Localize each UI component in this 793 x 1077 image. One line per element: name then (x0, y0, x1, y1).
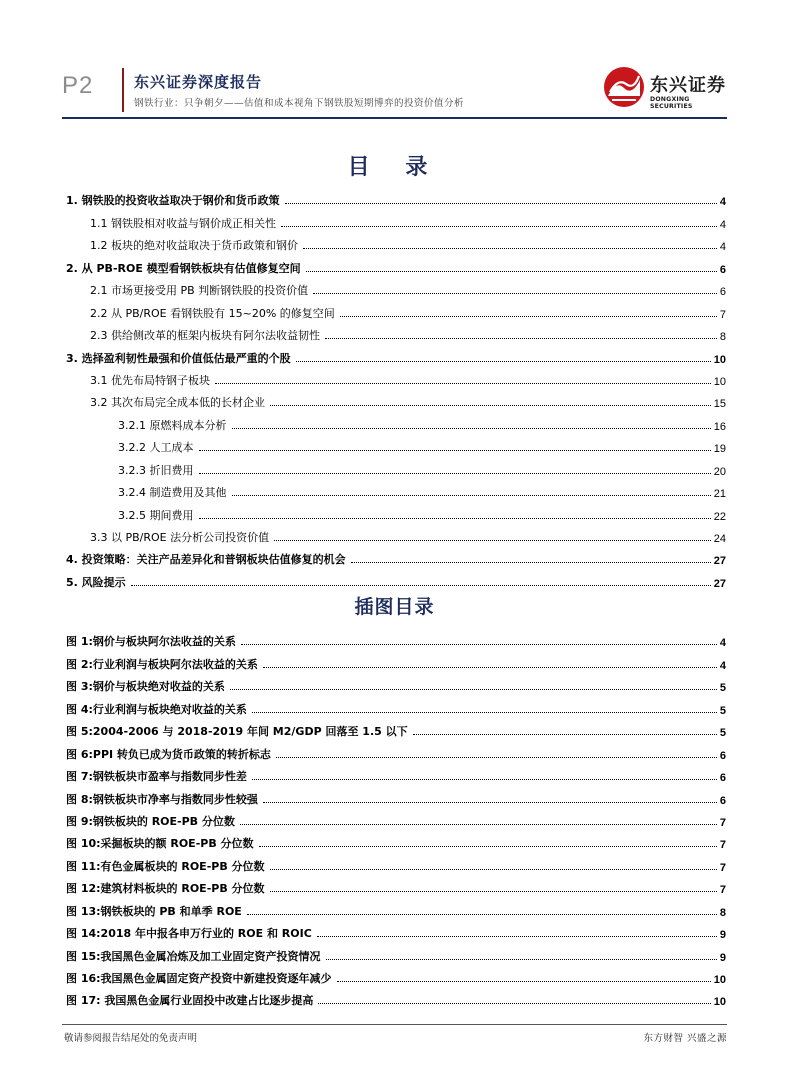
figure-entry-label: 图 5:2004-2006 与 2018-2019 年间 M2/GDP 回落至 1.5 以下 (66, 725, 408, 739)
figure-entry-label: 图 13:钢铁板块的 PB 和单季 ROE (66, 904, 242, 918)
dot-leader (232, 428, 711, 429)
dot-leader (259, 846, 717, 847)
figure-entry-page: 6 (719, 772, 726, 785)
figure-entry-label: 图 15:我国黑色金属冶炼及加工业固定资产投资情况 (66, 949, 321, 963)
dot-leader (274, 540, 711, 541)
toc-entry-label: 2.3 供给侧改革的框架内板块有阿尔法收益韧性 (90, 329, 320, 343)
figure-entry-label: 图 8:钢铁板块市净率与指数同步性较强 (66, 792, 258, 806)
figure-entry-page: 7 (719, 816, 726, 829)
toc-entry-page: 4 (719, 196, 726, 209)
footer-disclaimer: 敬请参阅报告结尾处的免责声明 (64, 1033, 198, 1044)
figure-entry[interactable] (66, 829, 726, 851)
toc-entry-page: 27 (713, 555, 726, 568)
toc-entry-page: 7 (719, 308, 726, 321)
dot-leader (247, 914, 717, 915)
dot-leader (252, 712, 717, 713)
toc-entry-label: 3.2.5 期间费用 (118, 508, 194, 522)
table-of-contents (66, 186, 726, 590)
toc-entry-page: 20 (713, 465, 726, 478)
toc-entry[interactable] (66, 523, 726, 545)
dot-leader (413, 734, 717, 735)
figure-entry[interactable] (66, 672, 726, 694)
toc-entry[interactable] (66, 343, 726, 365)
dot-leader (199, 518, 711, 519)
dot-leader (252, 779, 717, 780)
toc-entry-label: 4. 投资策略：关注产品差异化和普钢板块估值修复的机会 (66, 553, 346, 567)
figure-entry-page: 5 (719, 682, 726, 695)
figure-entry-page: 8 (719, 906, 726, 919)
toc-title: 目 录 (347, 155, 442, 180)
figure-entry[interactable] (66, 896, 726, 918)
dot-leader (199, 450, 711, 451)
figure-entry-label: 图 11:有色金属板块的 ROE-PB 分位数 (66, 859, 265, 873)
figure-entry-page: 4 (719, 637, 726, 650)
toc-entry-page: 10 (713, 375, 726, 388)
figure-list (66, 627, 726, 1008)
company-logo (602, 66, 730, 108)
figure-entry-label: 图 2:行业利润与板块阿尔法收益的关系 (66, 657, 258, 671)
toc-entry-label: 3.2.2 人工成本 (118, 441, 194, 455)
toc-entry-label: 1.1 钢铁股相对收益与钢价成正相关性 (90, 216, 276, 230)
figure-entry-label: 图 1:钢价与板块阿尔法收益的关系 (66, 635, 236, 649)
toc-entry[interactable] (66, 410, 726, 432)
figure-entry[interactable] (66, 649, 726, 671)
dot-leader (296, 361, 711, 362)
toc-entry-page: 22 (713, 510, 726, 523)
dot-leader (325, 338, 717, 339)
report-title: 东兴证券深度报告 (134, 73, 263, 91)
toc-entry-page: 15 (713, 398, 726, 411)
toc-entry[interactable] (66, 253, 726, 275)
figure-entry-page: 6 (719, 749, 726, 762)
toc-entry[interactable] (66, 478, 726, 500)
toc-entry-page: 4 (719, 241, 726, 254)
dot-leader (326, 959, 717, 960)
toc-entry-label: 3.2.1 原燃料成本分析 (118, 418, 227, 432)
toc-entry-label: 3. 选择盈利韧性最强和价值低估最严重的个股 (66, 351, 291, 365)
toc-entry-page: 6 (719, 263, 726, 276)
toc-entry[interactable] (66, 298, 726, 320)
toc-entry-label: 5. 风险提示 (66, 575, 126, 589)
figure-entry-label: 图 7:钢铁板块市盈率与指数同步性差 (66, 770, 247, 784)
figure-entry-page: 5 (719, 727, 726, 740)
dot-leader (270, 869, 717, 870)
figure-entry[interactable] (66, 807, 726, 829)
toc-entry-label: 2.1 市场更接受用 PB 判断钢铁股的投资价值 (90, 284, 309, 298)
dot-leader (285, 203, 717, 204)
figure-entry-page: 9 (719, 951, 726, 964)
report-subtitle: 钢铁行业：只争朝夕——估值和成本视角下钢铁股短期博弈的投资价值分析 (134, 98, 465, 109)
figure-entry-page: 4 (719, 659, 726, 672)
figure-entry-page: 5 (719, 704, 726, 717)
toc-entry-label: 1. 钢铁股的投资收益取决于钢价和货币政策 (66, 194, 280, 208)
dot-leader (263, 802, 717, 803)
toc-entry-page: 6 (719, 286, 726, 299)
dot-leader (337, 981, 711, 982)
toc-entry[interactable] (66, 433, 726, 455)
dot-leader (351, 562, 711, 563)
dot-leader (263, 667, 717, 668)
toc-entry-label: 2. 从 PB-ROE 模型看钢铁板块有估值修复空间 (66, 261, 301, 275)
figure-list-title: 插图目录 (354, 596, 435, 618)
toc-entry[interactable] (66, 545, 726, 567)
dot-leader (281, 226, 717, 227)
figure-entry-label: 图 14:2018 年中报各申万行业的 ROE 和 ROIC (66, 927, 312, 941)
dot-leader (313, 293, 717, 294)
toc-entry[interactable] (66, 366, 726, 388)
figure-entry-page: 7 (719, 839, 726, 852)
toc-entry-page: 27 (713, 577, 726, 590)
toc-entry-page: 4 (719, 218, 726, 231)
figure-entry-page: 9 (719, 929, 726, 942)
page-number: P2 (62, 72, 94, 99)
figure-entry-label: 图 6:PPI 转负已成为货币政策的转折标志 (66, 747, 271, 761)
toc-entry-label: 3.2.4 制造费用及其他 (118, 486, 227, 500)
figure-entry-label: 图 10:采掘板块的额 ROE-PB 分位数 (66, 837, 254, 851)
dot-leader (240, 824, 717, 825)
toc-entry-label: 2.2 从 PB/ROE 看钢铁股有 15~20% 的修复空间 (90, 306, 335, 320)
dot-leader (230, 689, 717, 690)
footer-rule (62, 1024, 727, 1025)
dot-leader (199, 473, 711, 474)
toc-entry-page: 19 (713, 443, 726, 456)
figure-entry[interactable] (66, 986, 726, 1008)
figure-entry-page: 10 (713, 996, 726, 1009)
figure-entry-label: 图 16:我国黑色金属固定资产投资中新建投资逐年减少 (66, 972, 332, 985)
figure-entry[interactable] (66, 941, 726, 963)
dot-leader (270, 405, 711, 406)
dot-leader (276, 757, 717, 758)
figure-entry[interactable] (66, 851, 726, 873)
toc-entry-label: 3.2 其次布局完全成本低的长材企业 (90, 396, 265, 410)
toc-entry[interactable] (66, 276, 726, 298)
figure-entry[interactable] (66, 739, 726, 761)
figure-entry[interactable] (66, 717, 726, 739)
figure-entry[interactable] (66, 694, 726, 716)
footer-slogan: 东方财智 兴盛之源 (643, 1033, 727, 1044)
toc-entry[interactable] (66, 455, 726, 477)
figure-entry[interactable] (66, 964, 726, 986)
toc-entry[interactable] (66, 321, 726, 343)
dot-leader (232, 495, 711, 496)
toc-entry-label: 3.3 以 PB/ROE 法分析公司投资价值 (90, 531, 270, 544)
dot-leader (270, 891, 717, 892)
toc-entry[interactable] (66, 231, 726, 253)
header-rule (62, 117, 727, 119)
toc-entry-page: 24 (713, 533, 726, 545)
figure-entry[interactable] (66, 762, 726, 784)
dot-leader (340, 316, 717, 317)
toc-entry-page: 8 (719, 331, 726, 344)
figure-entry-label: 图 17: 我国黑色金属行业固投中改建占比逐步提高 (66, 994, 314, 1008)
toc-entry[interactable] (66, 500, 726, 522)
figure-entry[interactable] (66, 874, 726, 896)
toc-entry[interactable] (66, 208, 726, 230)
toc-entry[interactable] (66, 388, 726, 410)
figure-entry[interactable] (66, 784, 726, 806)
figure-entry[interactable] (66, 627, 726, 649)
figure-entry-label: 图 9:钢铁板块的 ROE-PB 分位数 (66, 814, 235, 828)
dot-leader (303, 248, 717, 249)
figure-entry-page: 10 (713, 974, 726, 986)
toc-entry-page: 10 (713, 353, 726, 366)
dot-leader (318, 1003, 710, 1004)
dot-leader (317, 936, 717, 937)
logo-mark-icon (602, 66, 646, 108)
figure-entry-label: 图 4:行业利润与板块绝对收益的关系 (66, 702, 247, 716)
toc-entry-label: 3.2.3 折旧费用 (118, 463, 194, 477)
dot-leader (306, 271, 717, 272)
logo-english-name: DONGXING SECURITIES (650, 96, 693, 110)
toc-entry-page: 16 (713, 420, 726, 433)
toc-entry-label: 3.1 优先布局特钢子板块 (90, 373, 210, 387)
toc-entry[interactable] (66, 567, 726, 589)
dot-leader (215, 383, 711, 384)
dot-leader (241, 644, 717, 645)
toc-entry-page: 21 (713, 488, 726, 501)
figure-entry-label: 图 12:建筑材料板块的 ROE-PB 分位数 (66, 882, 265, 896)
dot-leader (131, 585, 711, 586)
figure-entry-page: 6 (719, 794, 726, 807)
logo-name: 东兴证券 (650, 75, 726, 96)
figure-entry-page: 7 (719, 884, 726, 897)
figure-entry[interactable] (66, 919, 726, 941)
toc-entry[interactable] (66, 186, 726, 208)
toc-entry-label: 1.2 板块的绝对收益取决于货币政策和钢价 (90, 239, 298, 253)
header-divider (122, 68, 124, 112)
page-header (0, 0, 793, 118)
figure-entry-page: 7 (719, 861, 726, 874)
figure-entry-label: 图 3:钢价与板块绝对收益的关系 (66, 680, 225, 694)
